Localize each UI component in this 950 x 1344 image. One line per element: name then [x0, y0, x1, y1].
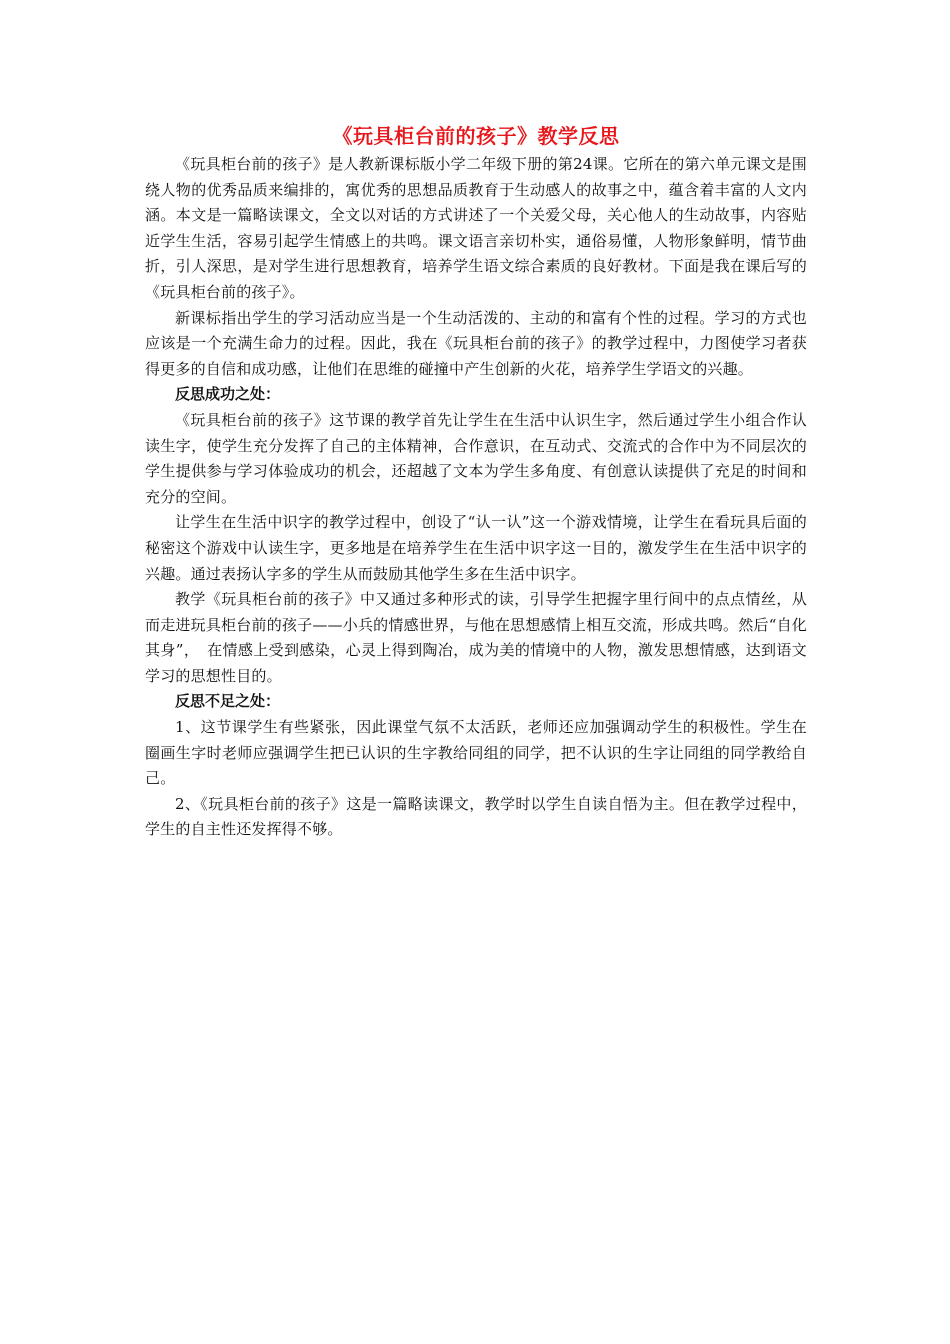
document-page [145, 122, 807, 843]
success-heading: 反思成功之处： [175, 385, 281, 404]
shortcoming-paragraph-1: 1、这节课学生有些紧张，因此课堂气氛不太活跃，老师还应加强调动学生的积极性。学生在圈画生字时老师应强调学生把已认识的生字教给同组的同学，把不认识的生字让同组的同学教给自己。 [145, 718, 807, 788]
success-paragraph-3: 教学《玩具柜台前的孩子》中又通过多种形式的读，引导学生把握字里行间中的点点情丝，从而走进玩具柜台前的孩子——小兵的情感世界，与他在思想感情上相互交流，形成共鸣。然后“自化其身”， 在情感上受到感染，心灵上得到陶冶，成为美的情境中的人物，激发思想情感，达到语文学习的思想性目的。 [145, 590, 807, 685]
success-paragraph-2: 让学生在生活中识字的教学过程中，创设了“认一认”这一个游戏情境，让学生在看玩具后面的秘密这个游戏中认读生字，更多地是在培养学生在生活中识字这一目的，激发学生在生活中识字的兴趣。通过表扬认字多的学生从而鼓励其他学生多在生活中识字。 [145, 513, 807, 583]
intro-paragraph-1: 《玩具柜台前的孩子》是人教新课标版小学二年级下册的第24课。它所在的第六单元课文是围绕人物的优秀品质来编排的，寓优秀的思想品质教育于生动感人的故事之中，蕴含着丰富的人文内涵。本文是一篇略读课文，全文以对话的方式讲述了一个关爱父母，关心他人的生动故事，内容贴近学生生活，容易引起学生情感上的共鸣。课文语言亲切朴实，通俗易懂，人物形象鲜明，情节曲折，引人深思，是对学生进行思想教育，培养学生语文综合素质的良好教材。下面是我在课后写的《玩具柜台前的孩子》。 [145, 155, 807, 301]
shortcoming-heading: 反思不足之处： [175, 692, 281, 711]
shortcoming-paragraph-2: 2、《玩具柜台前的孩子》这是一篇略读课文，教学时以学生自读自悟为主。但在教学过程中，学生的自主性还发挥得不够。 [145, 794, 807, 839]
success-paragraph-1: 《玩具柜台前的孩子》这节课的教学首先让学生在生活中认识生字，然后通过学生小组合作认读生字，使学生充分发挥了自己的主体精神，合作意识，在互动式、交流式的合作中为不同层次的学生提供参与学习体验成功的机会，还超越了文本为学生多角度、有创意认读提供了充足的时间和充分的空间。 [145, 410, 807, 506]
document-title: 《玩具柜台前的孩子》教学反思 [332, 124, 620, 148]
intro-paragraph-2: 新课标指出学生的学习活动应当是一个生动活泼的、主动的和富有个性的过程。学习的方式也应该是一个充满生命力的过程。因此，我在《玩具柜台前的孩子》的教学过程中，力图使学习者获得更多的自信和成功感，让他们在思维的碰撞中产生创新的火花，培养学生学语文的兴趣。 [145, 308, 807, 378]
